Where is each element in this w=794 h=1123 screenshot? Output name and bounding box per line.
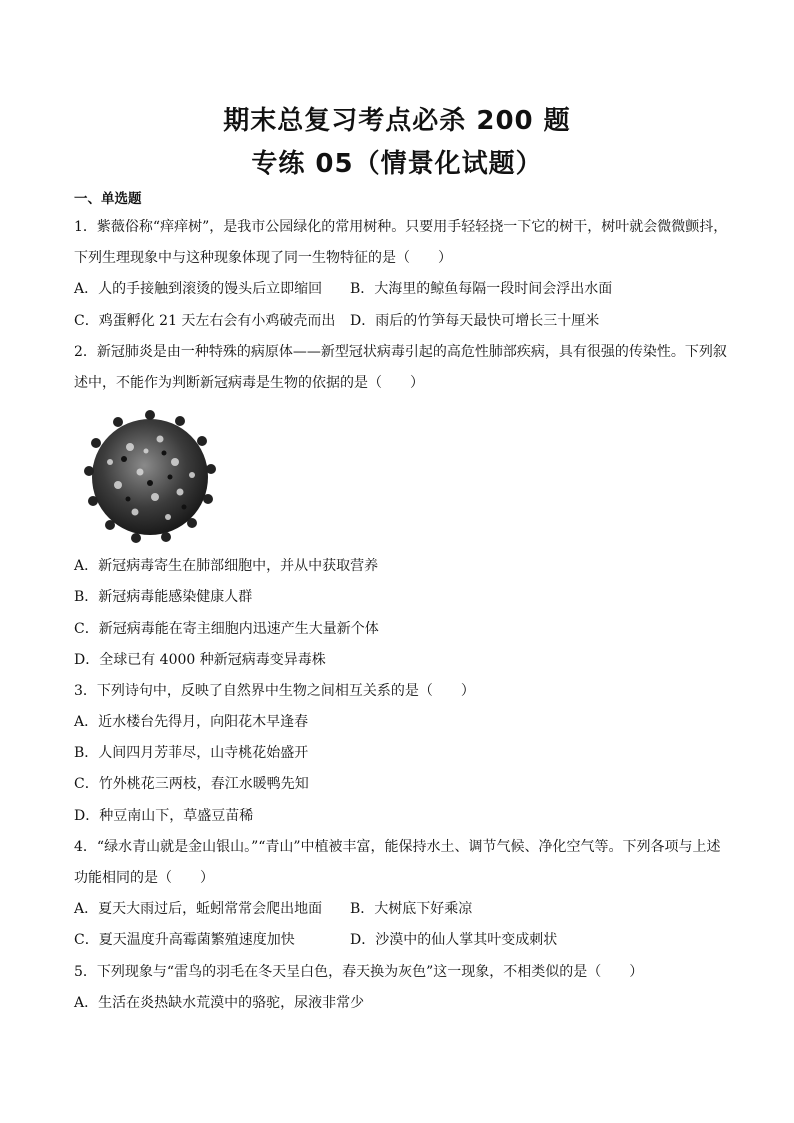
question-3-option-b: B．人间四月芳菲尽，山寺桃花始盛开 <box>74 745 309 762</box>
question-4-options-row1 <box>74 894 724 925</box>
question-3-option-a: A．近水楼台先得月，向阳花木早逢春 <box>74 714 309 731</box>
coronavirus-image <box>80 407 230 547</box>
question-4-stem-line2: 功能相同的是（ ） <box>74 870 214 886</box>
question-4-stem-line1: 4．“绿水青山就是金山银山。”“青山”中植被丰富，能保持水土、调节气候、净化空气等。下列各项与上述 <box>74 838 721 855</box>
question-1-options-row1 <box>74 274 724 305</box>
question-2-stem-line1: 2．新冠肺炎是由一种特殊的病原体——新型冠状病毒引起的高危性肺部疾病，具有很强的传染性。下列叙 <box>74 343 727 360</box>
question-2-option-d: D．全球已有 4000 种新冠病毒变异毒株 <box>74 651 326 668</box>
question-1-stem-line1: 1．紫薇俗称“痒痒树”，是我市公园绿化的常用树种。只要用手轻轻挠一下它的树干，树叶就会微微颤抖， <box>74 219 728 235</box>
question-3-stem: 3．下列诗句中，反映了自然界中生物之间相互关系的是（ ） <box>74 682 475 699</box>
question-2-figure <box>74 399 724 551</box>
question-4-option-c: C．夏天温度升高霉菌繁殖速度加快 <box>74 932 295 949</box>
question-3-option-d: D．种豆南山下，草盛豆苗稀 <box>74 807 254 824</box>
question-4-options-row2 <box>74 925 724 956</box>
question-1-option-d: D．雨后的竹笋每天最快可增长三十厘米 <box>350 312 600 329</box>
question-3-option-c: C．竹外桃花三两枝，春江水暖鸭先知 <box>74 776 309 793</box>
question-4-option-a: A．夏天大雨过后，蚯蚓常常会爬出地面 <box>74 901 323 918</box>
question-1-option-c: C．鸡蛋孵化 21 天左右会有小鸡破壳而出 <box>74 312 336 329</box>
question-1-options-row2 <box>74 306 724 337</box>
document-subtitle: 专练 05（情景化试题） <box>251 149 543 179</box>
question-2-option-b: B．新冠病毒能感染健康人群 <box>74 589 253 606</box>
question-1-stem-line2: 下列生理现象中与这种现象体现了同一生物特征的是（ ） <box>74 250 452 267</box>
question-5-option-a: A．生活在炎热缺水荒漠中的骆驼，尿液非常少 <box>74 994 365 1011</box>
question-1-option-b: B．大海里的鲸鱼每隔一段时间会浮出水面 <box>350 281 613 298</box>
question-1-option-a: A．人的手接触到滚烫的馒头后立即缩回 <box>74 281 323 298</box>
question-2-option-c: C．新冠病毒能在寄主细胞内迅速产生大量新个体 <box>74 620 379 637</box>
document-body <box>74 186 728 1019</box>
question-2-stem-line2: 述中，不能作为判断新冠病毒是生物的依据的是（ ） <box>74 374 424 391</box>
question-4-option-b: B．大树底下好乘凉 <box>350 901 473 918</box>
question-4-option-d: D．沙漠中的仙人掌其叶变成刺状 <box>350 932 558 949</box>
section-heading: 一、单选题 <box>74 191 142 207</box>
document-title: 期末总复习考点必杀 200 题 <box>223 106 571 136</box>
question-5-stem: 5．下列现象与“雷鸟的羽毛在冬天呈白色，春天换为灰色”这一现象，不相类似的是（ ） <box>74 963 644 980</box>
question-2-option-a: A．新冠病毒寄生在肺部细胞中，并从中获取营养 <box>74 558 379 575</box>
